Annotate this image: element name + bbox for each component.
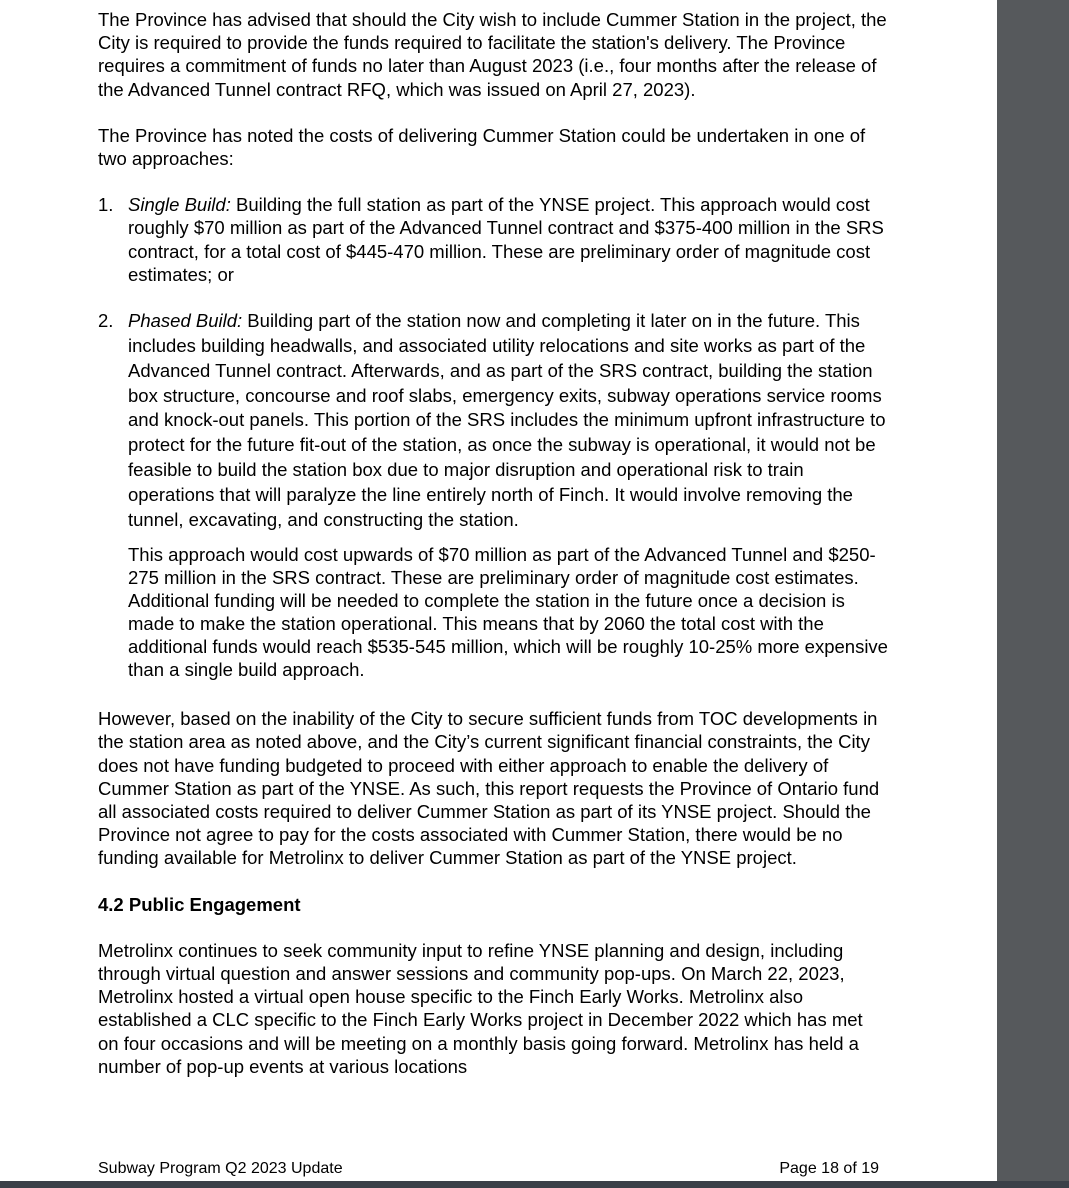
list-item-body: [128, 193, 888, 286]
list-item-body: [128, 309, 888, 533]
section-heading-public-engagement: 4.2 Public Engagement: [98, 893, 301, 915]
list-item-single-build: [98, 193, 888, 286]
paragraph-two-approaches: The Province has noted the costs of delivering Cummer Station could be undertaken in one of two approaches:: [98, 124, 866, 170]
footer-title: Subway Program Q2 2023 Update: [98, 1160, 343, 1177]
list-item-number: 2.: [98, 310, 114, 332]
page-body: [98, 8, 888, 1078]
paragraph-funding-commitment: The Province has advised that should the City wish to include Cummer Station in the project, the City is required to provide the funds required to facilitate the station's delivery. The Province requires a commitment of funds no later than August 2023 (i.e., four months after the release of the Advanced Tunnel contract RFQ, which was issued on April 27, 2023).: [98, 9, 887, 100]
viewer-bottom-bar: [0, 1181, 1069, 1188]
viewer-gutter: [997, 0, 1069, 1181]
paragraph-public-engagement: Metrolinx continues to seek community input to refine YNSE planning and design, including through virtual question and answer sessions and community pop-ups. On March 22, 2023, Metrolinx hosted a virtual open house specific to the Finch Early Works. Metrolinx also established a CLC specific to the Finch Early Works project in December 2022 which has met on four occasions and will be meeting on a monthly basis going forward. Metrolinx has held a number of pop-up events at various locations: [98, 939, 863, 1077]
list-item-phased-build: [98, 309, 888, 681]
list-item-follow-up: This approach would cost upwards of $70 million as part of the Advanced Tunnel and $250-275 million in the SRS contract. These are preliminary order of magnitude cost estimates. Additional funding will be needed to complete the station in the future once a decision is made to make the station operational. This means that by 2060 the total cost with the additional funds would reach $535-545 million, which will be roughly 10-25% more expensive than a single build approach.: [128, 543, 888, 681]
paragraph-funding-request: However, based on the inability of the City to secure sufficient funds from TOC developments in the station area as noted above, and the City’s current significant financial constraints, the City does not have funding budgeted to proceed with either approach to enable the delivery of Cummer Station as part of the YNSE. As such, this report requests the Province of Ontario fund all associated costs required to deliver Cummer Station as part of its YNSE project. Should the Province not agree to pay for the costs associated with Cummer Station, there would be no funding available for Metrolinx to deliver Cummer Station as part of the YNSE project.: [98, 708, 880, 869]
list-item-text: Building the full station as part of the YNSE project. This approach would cost roughly $70 million as part of the Advanced Tunnel contract and $375-400 million in the SRS contract, for a total cost of $445-470 million. These are preliminary order of magnitude cost estimates; or: [128, 194, 884, 285]
approaches-list: [98, 193, 888, 681]
list-item-title: Phased Build:: [128, 310, 243, 332]
list-item-number: 1.: [98, 194, 114, 216]
footer-page-number: Page 18 of 19: [779, 1160, 879, 1177]
list-item-text: Building part of the station now and completing it later on in the future. This includes building headwalls, and associated utility relocations and site works as part of the Advanced Tunnel contract. Afterwards, and as part of the SRS contract, building the station box structure, concourse and roof slabs, emergency exits, subway operations service rooms and knock-out panels. This portion of the SRS includes the minimum upfront infrastructure to protect for the future fit-out of the station, as once the subway is operational, it would not be feasible to build the station box due to major disruption and operational risk to train operations that will paralyze the line entirely north of Finch. It would involve removing the tunnel, excavating, and constructing the station.: [128, 310, 886, 530]
list-item-title: Single Build:: [128, 194, 231, 216]
